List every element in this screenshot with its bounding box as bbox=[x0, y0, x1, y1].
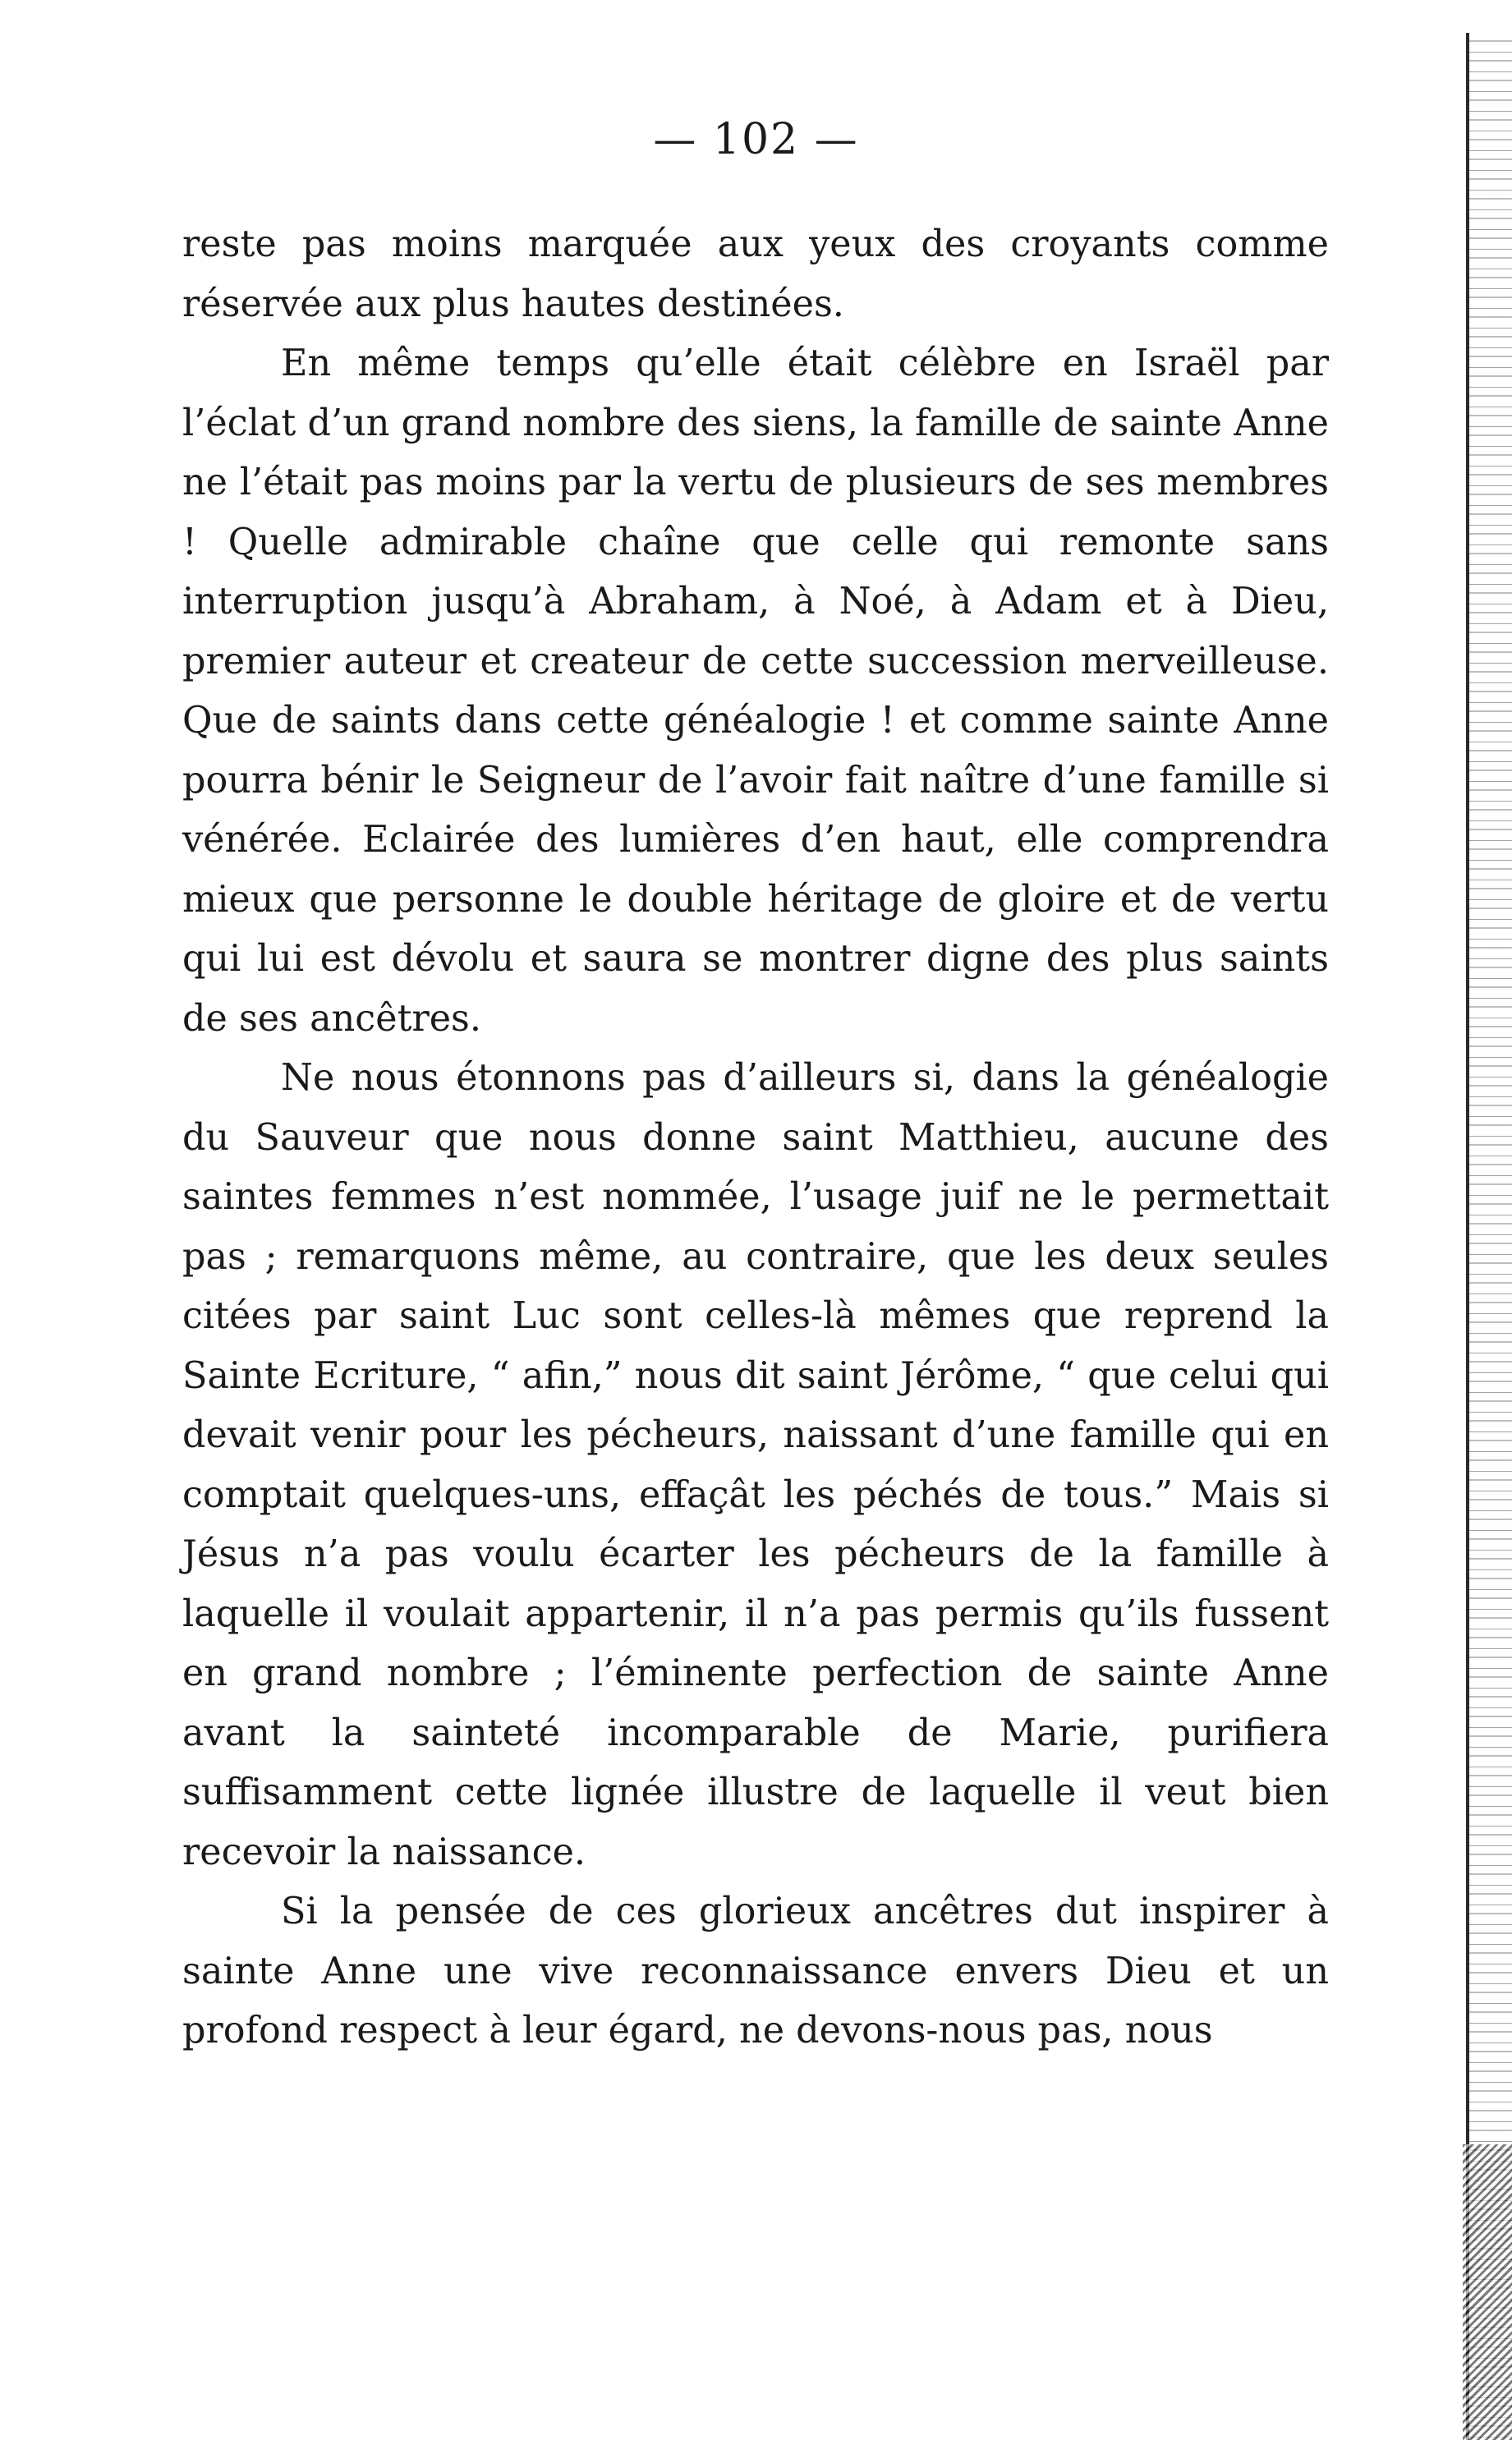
paragraph-continuation: reste pas moins marquée aux yeux des croyants comme réservée aux plus hautes destinées. bbox=[182, 223, 1329, 325]
page-number: — 102 — bbox=[653, 115, 859, 164]
binding-edge bbox=[1469, 33, 1512, 2440]
paragraph-genealogy: Ne nous étonnons pas d’ailleurs si, dans la généalogie du Sauveur que nous donne saint Matthieu, aucune des saintes femmes n’est nommée, l’usage juif ne le permettait pas ; remarquons même, au contraire, que les deux seules citées par saint Luc sont celles-là mêmes que reprend la Sainte Ecriture, “ afin,” nous dit saint Jérôme, “ que celui qui devait venir pour les pécheurs, naissant d’une famille qui en comptait quelques-uns, effaçât les péchés de tous.” Mais si Jésus n’a pas voulu écarter les pécheurs de la famille à laquelle il voulait appartenir, il n’a pas permis qu’ils fussent en grand nombre ; l’éminente perfection de sainte Anne avant la sainteté incomparable de Marie, purifiera suffisamment cette lignée illustre de laquelle il veut bien recevoir la naissance. bbox=[182, 1057, 1329, 1873]
binding-shadow bbox=[1463, 2144, 1512, 2440]
body-text bbox=[182, 215, 1329, 2061]
paragraph-family-lineage: En même temps qu’elle était célèbre en Israël par l’éclat d’un grand nombre des siens, la famille de sainte Anne ne l’était pas moins par la vertu de plusieurs de ses membres ! Quelle admirable chaîne que celle qui remonte sans interruption jusqu’à Abraham, à Noé, à Adam et à Dieu, premier auteur et createur de cette succession merveilleuse. Que de saints dans cette généalogie ! et comme sainte Anne pourra bénir le Seigneur de l’avoir fait naître d’une famille si vénérée. Eclairée des lumières d’en haut, elle comprendra mieux que personne le double héritage de gloire et de vertu qui lui est dévolu et saura se montrer digne des plus saints de ses ancêtres. bbox=[182, 342, 1329, 1040]
paragraph-ancestors: Si la pensée de ces glorieux ancêtres dut inspirer à sainte Anne une vive reconnaissance envers Dieu et un profond respect à leur égard, ne devons-nous pas, nous bbox=[182, 1891, 1329, 2052]
